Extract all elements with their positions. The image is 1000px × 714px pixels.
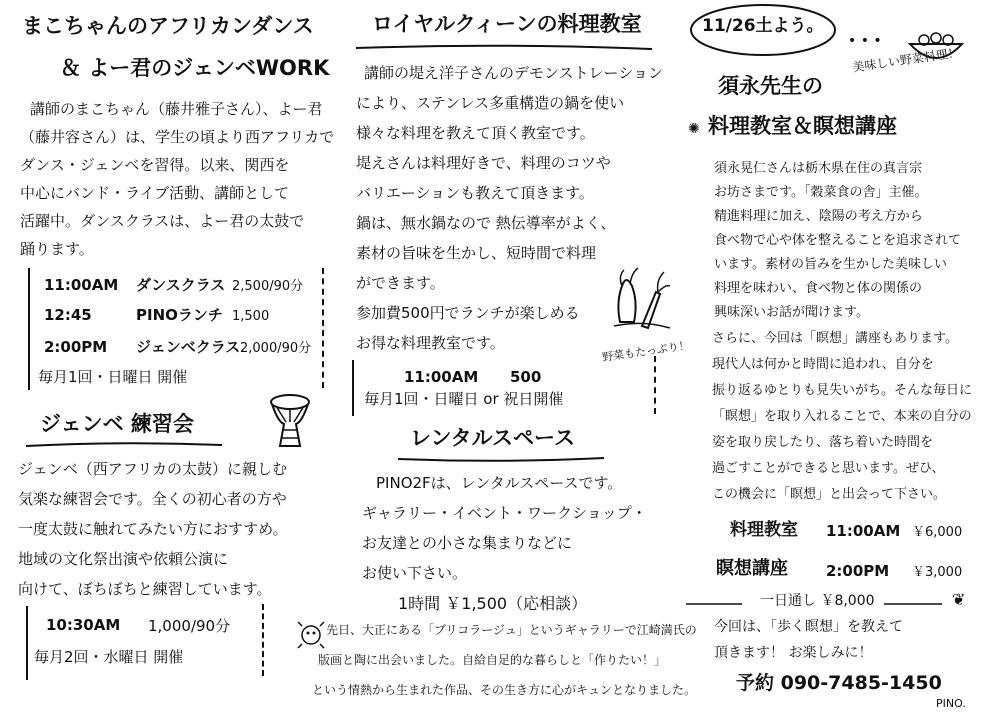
- middle-intro-line: 様々な料理を教えて頂く教室です。: [356, 124, 595, 142]
- middle-price: 500: [510, 368, 542, 386]
- right-body-line: お坊さまです。「穀菜食の舎」主催。: [714, 185, 928, 200]
- practice-bracket: [26, 606, 28, 680]
- right-title-1: 須永先生の: [718, 74, 823, 98]
- middle-title: ロイヤルクィーンの料理教室: [372, 12, 642, 36]
- right-body-line: 姿を取り戻したり、落ち着いた時間を: [712, 435, 934, 450]
- practice-line: 地域の文化祭出演や依頼公演に: [18, 550, 229, 568]
- rental-line: お友達との小さな集まりなどに: [362, 534, 573, 552]
- right-body-line: 「瞑想」を取り入れることで、本来の自分の: [712, 409, 972, 424]
- right-body-line: 過ごすことができると思います。ぜひ、: [712, 461, 945, 476]
- middle-intro-line: バリエーションも教えて頂きます。: [356, 184, 594, 202]
- schedule-price: 2,000/90分: [240, 341, 312, 356]
- rental-line: PINO2Fは、レンタルスペースです。: [376, 474, 623, 492]
- leaf-icon: ❦: [952, 590, 966, 609]
- right-body-line: 食べ物で心や体を整えることを追求されて: [714, 233, 962, 248]
- middle-time: 11:00AM: [404, 368, 479, 386]
- schedule-price: 2,500/90分: [232, 279, 304, 294]
- middle-intro-line: お得な料理教室です。: [356, 334, 505, 352]
- right-body-line: 料理を味わい、食べ物と体の関係の: [714, 281, 923, 296]
- bottom-note-line: という情熱から生まれた作品、その生き方に心がキュンとなりました。: [312, 683, 697, 697]
- closing-line: 頂きます！ お楽しみに！: [714, 645, 873, 661]
- cook-label: 料理教室: [730, 520, 798, 540]
- cook-time: 11:00AM: [826, 522, 901, 540]
- right-body-line: 須永晃仁さんは栃木県在住の真言宗: [714, 161, 923, 176]
- vegetables-note: 野菜もたっぷり！: [601, 338, 691, 365]
- middle-schedule-dash: [654, 356, 656, 414]
- practice-price: 1,000/90分: [148, 617, 231, 635]
- left-frequency: 毎月1回・日曜日 開催: [38, 368, 188, 386]
- left-title-2: ＆ よー君のジェンベWORK: [60, 56, 330, 80]
- middle-title-underline: [354, 42, 654, 54]
- schedule-name: ダンスクラス: [136, 276, 226, 294]
- right-body-line: 現代人は何かと時間に追われ、自分を: [712, 357, 934, 372]
- meditation-label: 瞑想講座: [716, 558, 788, 579]
- right-body-line: 振り返るゆとりも見失いがち。そんな毎日に: [712, 383, 973, 398]
- right-body-line: さらに、今回は「瞑想」講座もあります。: [712, 331, 958, 346]
- reservation-phone: 予約 090-7485-1450: [736, 672, 942, 694]
- left-intro-line: （藤井容さん）は、学生の頃より西アフリカで: [20, 128, 335, 146]
- middle-intro-line: により、ステンレス多重構造の鍋を使い: [356, 94, 625, 112]
- bowl-icon: [906, 30, 966, 68]
- left-intro-line: 踊ります。: [20, 240, 94, 258]
- schedule-name: ジェンベクラス: [136, 338, 241, 356]
- schedule-price: 1,500: [232, 309, 270, 324]
- left-schedule-bracket: [28, 268, 30, 390]
- right-body-line: います。素材の旨みを生かした美味しい: [714, 257, 947, 272]
- meditation-price: ￥3,000: [912, 565, 963, 580]
- schedule-name: PINOランチ: [136, 306, 223, 324]
- bottom-note-icon: [296, 620, 326, 650]
- left-intro-line: 活躍中。ダンスクラスは、よー君の太鼓で: [20, 212, 305, 230]
- title-bullet-icon: ✺: [688, 121, 700, 137]
- practice-title-underline: [24, 440, 224, 450]
- bottom-note-line: 版画と陶に出会いました。自給自足的な暮らしと「作りたい！」: [318, 653, 667, 667]
- middle-intro-line: ができます。: [356, 274, 445, 292]
- left-title-1: まこちゃんのアフリカンダンス: [22, 14, 314, 38]
- left-intro-line: 中心にバンド・ライブ活動、講師として: [20, 184, 290, 202]
- middle-frequency: 毎月1回・日曜日 or 祝日開催: [364, 390, 564, 408]
- bottom-note-line: 先日、大正にある「ブリコラージュ」というギャラリーで江崎満氏の: [326, 623, 697, 637]
- practice-title: ジェンベ 練習会: [40, 412, 194, 436]
- middle-intro-line: 素材の旨味を生かし、短時間で料理: [356, 244, 597, 262]
- practice-line: 向けて、ぼちぼちと練習しています。: [18, 580, 272, 598]
- shop-signature: PINO.: [936, 697, 966, 710]
- vegetables-icon: [612, 262, 672, 332]
- practice-time: 10:30AM: [46, 616, 121, 634]
- left-intro-line: ダンス・ジェンベを習得。以来、関西を: [20, 156, 290, 174]
- rental-title: レンタルスペース: [410, 426, 575, 450]
- left-intro-line: 講師のまこちゃん（藤井雅子さん）、よー君: [30, 100, 323, 118]
- right-body-line: 精進料理に加え、陰陽の考え方から: [714, 209, 923, 224]
- right-title-2: 料理教室＆瞑想講座: [708, 114, 897, 138]
- closing-line: 今回は、「歩く瞑想」を教えて: [714, 619, 903, 635]
- meditation-time: 2:00PM: [826, 562, 890, 580]
- rental-title-underline: [396, 454, 606, 464]
- left-schedule-dash: [322, 268, 324, 388]
- rental-price: 1時間 ￥1,500（応相談）: [398, 594, 588, 613]
- practice-line: 気楽な練習会です。全くの初心者の方や: [18, 490, 287, 508]
- middle-intro-line: 堤えさんは料理好きで、料理のコツや: [356, 154, 611, 172]
- schedule-time: 2:00PM: [44, 338, 108, 356]
- right-body-line: 興味深いお話が聞けます。: [714, 305, 869, 320]
- right-body-line: この機会に「瞑想」と出会って下さい。: [712, 487, 947, 502]
- rental-line: ギャラリー・イベント・ワークショップ・: [362, 504, 647, 522]
- cook-price: ￥6,000: [912, 525, 963, 540]
- middle-intro-line: 講師の堤え洋子さんのデモンストレーション: [364, 64, 663, 82]
- schedule-time: 11:00AM: [44, 276, 119, 294]
- practice-line: ジェンベ（西アフリカの太鼓）に親しむ: [18, 460, 287, 478]
- event-date: 11/26土よう。: [702, 16, 824, 36]
- veg-label: 美味しい野菜料理！: [851, 45, 961, 75]
- date-dots: • • •: [848, 33, 882, 49]
- practice-line: 一度太鼓に触れてみたい方におすすめ。: [18, 520, 288, 538]
- middle-intro-line: 参加費500円でランチが楽しめる: [356, 304, 580, 322]
- combined-price: 一日通し ￥8,000: [760, 593, 875, 609]
- rental-line: お使い下さい。: [362, 564, 468, 582]
- middle-intro-line: 鍋は、無水鍋なので 熱伝導率がよく、: [356, 214, 616, 232]
- middle-schedule-bracket: [352, 360, 354, 416]
- practice-frequency: 毎月2回・水曜日 開催: [34, 648, 184, 666]
- practice-dash: [262, 604, 264, 676]
- schedule-time: 12:45: [44, 306, 92, 324]
- djembe-icon: [268, 392, 312, 450]
